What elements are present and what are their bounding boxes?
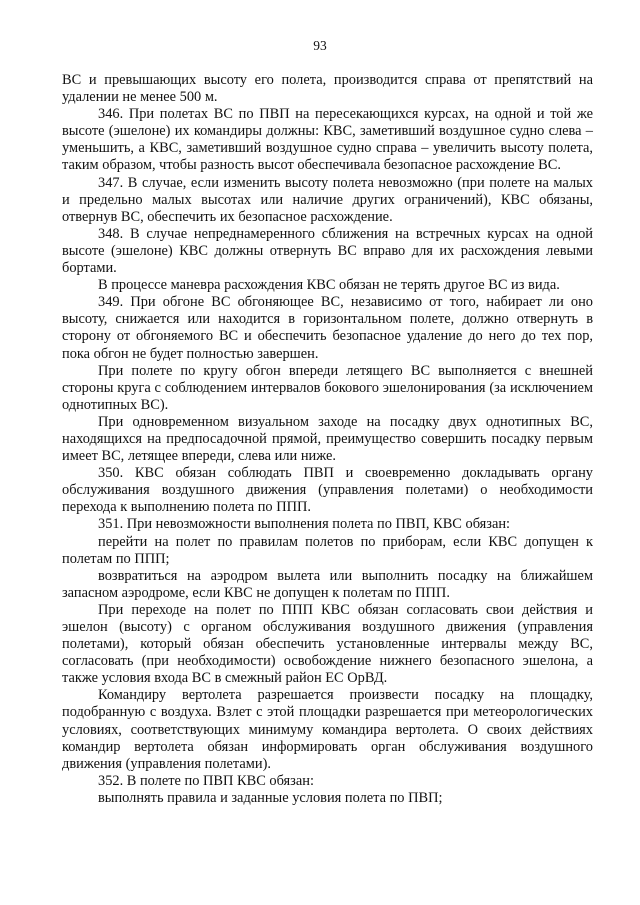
paragraph: перейти на полет по правилам полетов по приборам, если КВС допущен к полетам по ППП;	[62, 533, 593, 567]
paragraph: При полете по кругу обгон впереди летящего ВС выполняется с внешней стороны круга с соблюдением интервалов бокового эшелонирования (за исключением однотипных ВС).	[62, 362, 593, 413]
paragraph: 349. При обгоне ВС обгоняющее ВС, независимо от того, набирает ли оно высоту, снижается или находится в горизонтальном полете, должно отвернуть в сторону от обгоняемого ВС и обеспечить безопасное удаление до него до тех пор, пока обгон не будет полностью завершен.	[62, 294, 593, 362]
paragraph: 347. В случае, если изменить высоту полета невозможно (при полете на малых и предельно малых высотах или наличие других ограничений), КВС обязаны, отвернув ВС, обеспечить их безопасное расхождение.	[62, 174, 593, 225]
paragraph: Командиру вертолета разрешается произвести посадку на площадку, подобранную с воздуха. Взлет с этой площадки разрешается при метеорологических условиях, соответствующих минимуму командира вертолета. О своих действиях командир вертолета обязан информировать орган обслуживания воздушного движения (управления полетами).	[62, 687, 593, 772]
page-number: 93	[313, 38, 327, 53]
paragraph: В процессе маневра расхождения КВС обязан не терять другое ВС из вида.	[98, 277, 560, 294]
paragraph: возвратиться на аэродром вылета или выполнить посадку на ближайшем запасном аэродроме, если КВС не допущен к полетам по ППП.	[62, 567, 593, 601]
document-body	[62, 72, 593, 807]
paragraph: 348. В случае непреднамеренного сближения на встречных курсах на одной высоте (эшелоне) КВС должны отвернуть ВС вправо для их расхождения левыми бортами.	[62, 225, 593, 277]
paragraph: 352. В полете по ПВП КВС обязан:	[98, 772, 314, 789]
paragraph: 351. При невозможности выполнения полета по ПВП, КВС обязан:	[98, 516, 511, 533]
paragraph: ВС и превышающих высоту его полета, производится справа от препятствий на удалении не менее 500 м.	[62, 72, 593, 106]
paragraph: При одновременном визуальном заходе на посадку двух однотипных ВС, находящихся на предпосадочной прямой, преимущество совершить посадку первым имеет ВС, летящее впереди, слева или ниже.	[62, 413, 593, 465]
paragraph: выполнять правила и заданные условия полета по ПВП;	[98, 789, 443, 806]
paragraph: При переходе на полет по ППП КВС обязан согласовать свои действия и эшелон (высоту) с органом обслуживания воздушного движения (управления полетами), который обязан обеспечить установленные интервалы между ВС, согласовать (при необходимости) освобождение нижнего безопасного эшелона, а также условия входа ВС в смежный район ЕС ОрВД.	[62, 601, 593, 687]
paragraph: 350. КВС обязан соблюдать ПВП и своевременно докладывать органу обслуживания воздушного движения (управления полетами) о необходимости перехода к выполнению полета по ППП.	[62, 465, 593, 516]
paragraph: 346. При полетах ВС по ПВП на пересекающихся курсах, на одной и той же высоте (эшелоне) их командиры должны: КВС, заметивший воздушное судно слева – уменьшить, а КВС, заметивший воздушное судно справа – увеличить высоту полета, таким образом, чтобы разность высот обеспечивала безопасное расхождение ВС.	[62, 106, 593, 174]
